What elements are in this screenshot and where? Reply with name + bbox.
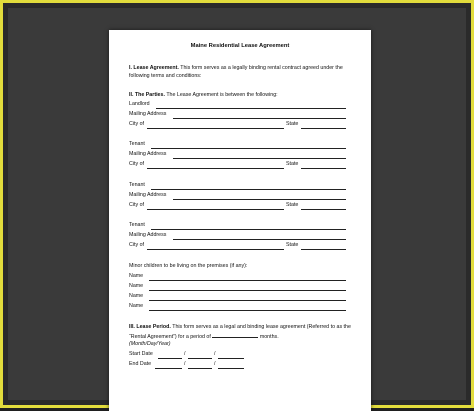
mailing-address-label: Mailing Address: [129, 192, 167, 198]
minor-children-text: Minor children to be living on the premises (if any):: [129, 263, 248, 269]
start-month-field[interactable]: [158, 358, 182, 359]
mailing-address-field[interactable]: [173, 199, 346, 200]
state-label: State: [286, 202, 299, 208]
section-text: This form serves as a legal and binding lease agreement (Referred to as the “Rental Agreement”) for a period of: [129, 324, 351, 340]
name-field[interactable]: [149, 280, 346, 281]
city-state-row: [129, 203, 357, 210]
mailing-address-row: [129, 193, 357, 200]
mailing-address-label: Mailing Address: [129, 232, 167, 238]
name-row: [129, 284, 357, 291]
section-lease-agreement: [129, 65, 354, 80]
section-text: The Lease Agreement is between the following:: [166, 92, 278, 98]
date-separator: /: [214, 361, 216, 367]
name-field[interactable]: [149, 290, 346, 291]
mailing-address-row: [129, 233, 357, 240]
tenant-row: [129, 223, 357, 230]
document-title: Maine Residential Lease Agreement: [190, 43, 290, 49]
tenant-label: Tenant: [129, 141, 145, 147]
city-state-row: [129, 243, 357, 250]
months-field[interactable]: [212, 332, 258, 338]
landlord-row: [129, 102, 357, 109]
date-format-row: [129, 342, 357, 349]
name-field[interactable]: [149, 310, 346, 311]
name-row: [129, 304, 357, 311]
mailing-address-row: [129, 112, 357, 119]
name-label: Name: [129, 303, 144, 309]
mailing-address-label: Mailing Address: [129, 151, 167, 157]
city-field[interactable]: [147, 128, 284, 129]
city-label: City of: [129, 161, 145, 167]
city-label: City of: [129, 121, 145, 127]
date-format-label: (Month/Day/Year): [129, 341, 171, 347]
start-date-row: [129, 352, 357, 359]
mailing-address-field[interactable]: [173, 118, 346, 119]
end-day-field[interactable]: [188, 368, 212, 369]
state-field[interactable]: [301, 168, 346, 169]
mailing-address-field[interactable]: [173, 158, 346, 159]
section-heading: I. Lease Agreement.: [129, 65, 179, 71]
section-heading: II. The Parties.: [129, 92, 165, 98]
section-parties: [129, 92, 354, 100]
date-separator: /: [184, 361, 186, 367]
city-field[interactable]: [147, 249, 284, 250]
landlord-label: Landlord: [129, 101, 150, 107]
name-row: [129, 274, 357, 281]
state-field[interactable]: [301, 209, 346, 210]
tenant-field[interactable]: [151, 189, 346, 190]
name-row: [129, 294, 357, 301]
tenant-field[interactable]: [151, 148, 346, 149]
end-year-field[interactable]: [218, 368, 244, 369]
tenant-row: [129, 142, 357, 149]
months-label: months.: [259, 333, 279, 340]
end-date-label: End Date: [129, 361, 152, 367]
end-month-field[interactable]: [155, 368, 182, 369]
minor-children-label: [129, 264, 247, 269]
state-label: State: [286, 161, 299, 167]
tenant-label: Tenant: [129, 222, 145, 228]
city-field[interactable]: [147, 168, 284, 169]
start-date-label: Start Date: [129, 351, 153, 357]
mailing-address-label: Mailing Address: [129, 111, 167, 117]
start-year-field[interactable]: [218, 358, 244, 359]
city-field[interactable]: [147, 209, 284, 210]
city-state-row: [129, 122, 357, 129]
state-field[interactable]: [301, 128, 346, 129]
end-date-row: [129, 362, 357, 369]
city-label: City of: [129, 242, 145, 248]
city-state-row: [129, 162, 357, 169]
section-lease-period: [129, 324, 359, 341]
section-heading: III. Lease Period.: [129, 324, 171, 330]
section-text: This form serves as a legally binding rental contract agreed under the following terms and conditions:: [129, 65, 343, 79]
name-field[interactable]: [149, 300, 346, 301]
minor-children-row: [129, 264, 357, 271]
name-label: Name: [129, 293, 144, 299]
name-label: Name: [129, 273, 144, 279]
state-field[interactable]: [301, 249, 346, 250]
state-label: State: [286, 121, 299, 127]
start-day-field[interactable]: [188, 358, 212, 359]
date-separator: /: [184, 351, 186, 357]
state-label: State: [286, 242, 299, 248]
date-separator: /: [214, 351, 216, 357]
mailing-address-field[interactable]: [173, 239, 346, 240]
landlord-field[interactable]: [156, 108, 346, 109]
document-page: [109, 30, 371, 411]
mailing-address-row: [129, 152, 357, 159]
name-label: Name: [129, 283, 144, 289]
tenant-row: [129, 183, 357, 190]
tenant-label: Tenant: [129, 182, 145, 188]
tenant-field[interactable]: [151, 229, 346, 230]
city-label: City of: [129, 202, 145, 208]
